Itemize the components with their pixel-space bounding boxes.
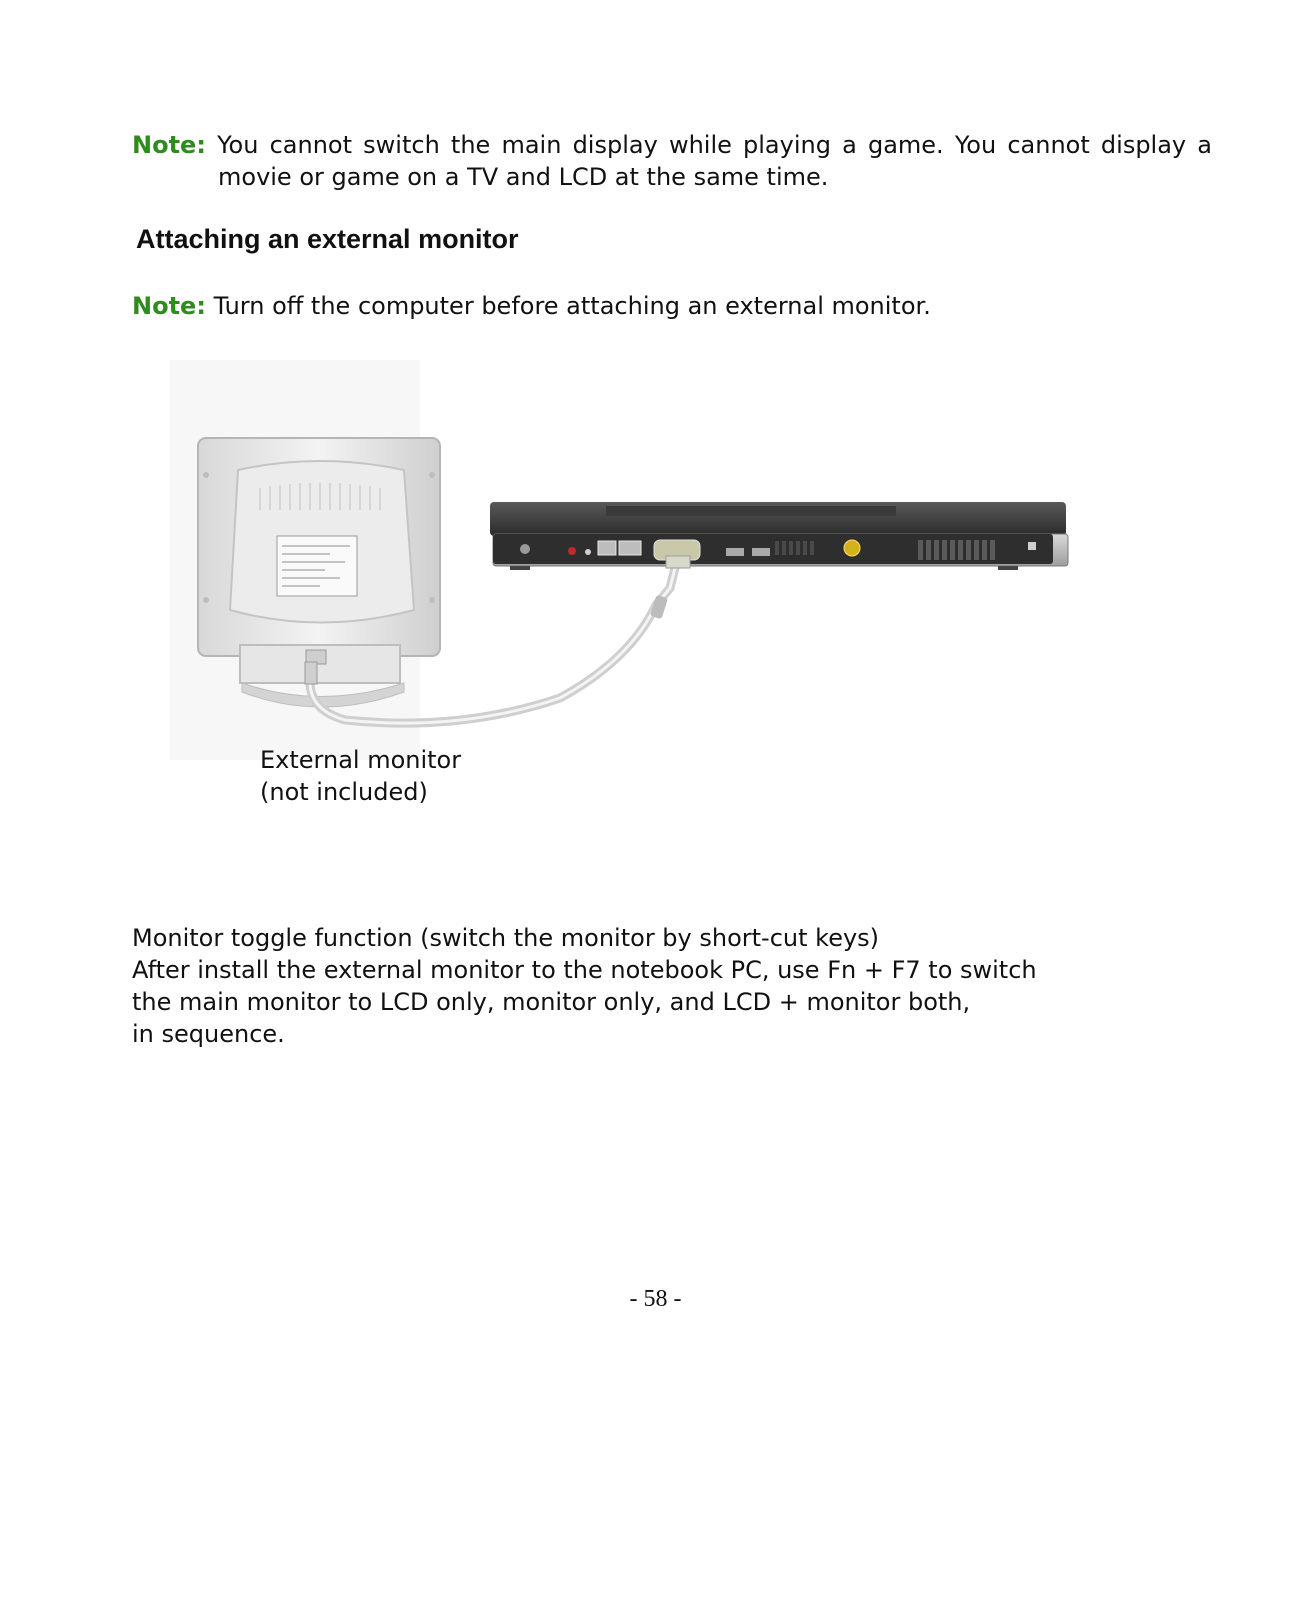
- monitor-connection-illustration: [160, 360, 1150, 830]
- note-turn-off: [132, 290, 1212, 322]
- note-display-switch: [132, 129, 1212, 193]
- audio-port: [568, 547, 576, 555]
- body-line-4: in sequence.: [132, 1020, 285, 1048]
- body-line-3: the main monitor to LCD only, monitor only, and LCD + monitor both,: [132, 988, 971, 1016]
- note-label: Note:: [132, 292, 206, 320]
- power-jack: [520, 544, 530, 554]
- figure-caption: [260, 744, 461, 808]
- label-sticker: [277, 536, 357, 596]
- section-heading: Attaching an external monitor: [136, 224, 519, 254]
- caption-line-1: External monitor: [260, 746, 462, 774]
- body-line-2: After install the external monitor to the notebook PC, use Fn + F7 to switch: [132, 956, 1037, 984]
- monitor-toggle-paragraph: [132, 922, 1037, 1050]
- note-text: You cannot switch the main display while playing a game. You cannot display a movie or game on a TV and LCD at the same time.: [217, 131, 1212, 191]
- s-video-port: [844, 540, 860, 556]
- notebook-rear-view: [490, 502, 1068, 570]
- page-number: - 58 -: [629, 1286, 682, 1312]
- body-line-1: Monitor toggle function (switch the monitor by short-cut keys): [132, 924, 880, 952]
- note-label: Note:: [132, 131, 206, 159]
- caption-line-2: (not included): [260, 778, 428, 806]
- note-text: Turn off the computer before attaching an external monitor.: [213, 292, 931, 320]
